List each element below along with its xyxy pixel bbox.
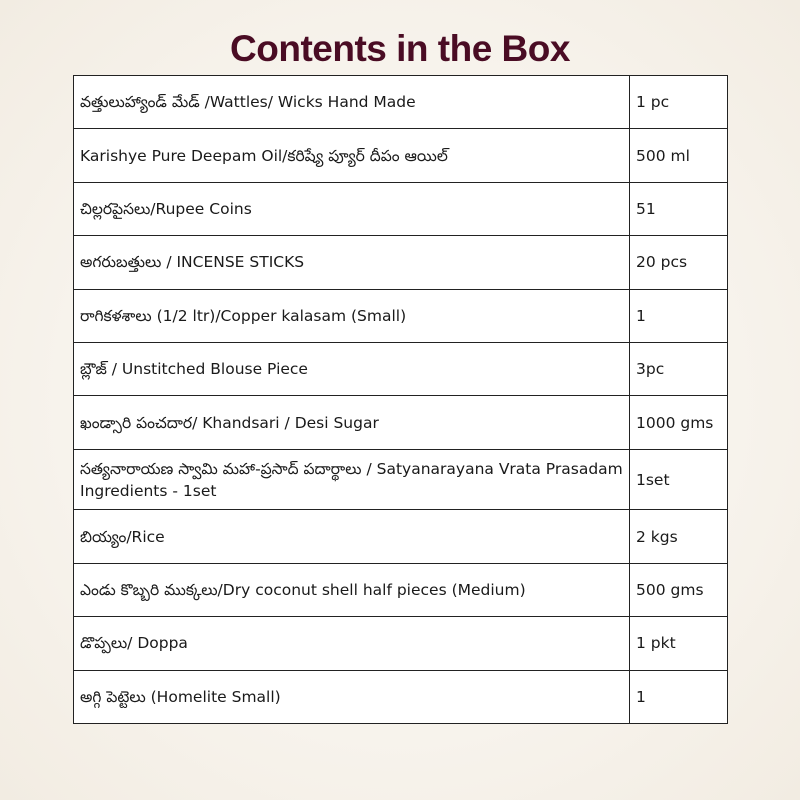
item-name: Karishye Pure Deepam Oil/కరిష్యే ప్యూర్ దీపం ఆయిల్ — [74, 129, 630, 182]
table-row — [74, 289, 728, 342]
item-quantity: 500 gms — [630, 563, 728, 616]
item-name: బ్లౌజ్ / Unstitched Blouse Piece — [74, 343, 630, 396]
item-name: ఎండు కొబ్బరి ముక్కలు/Dry coconut shell half pieces (Medium) — [74, 563, 630, 616]
table-row — [74, 236, 728, 289]
page-title: Contents in the Box — [230, 28, 570, 69]
table-row — [74, 563, 728, 616]
table-row — [74, 396, 728, 449]
item-name: డొప్పలు/ Doppa — [74, 617, 630, 670]
table-row — [74, 670, 728, 723]
item-name: అగ్గి పెట్టెలు (Homelite Small) — [74, 670, 630, 723]
table-row — [74, 510, 728, 563]
item-quantity: 2 kgs — [630, 510, 728, 563]
item-quantity: 1 pkt — [630, 617, 728, 670]
item-name: బియ్యం/Rice — [74, 510, 630, 563]
item-quantity: 51 — [630, 182, 728, 235]
item-name: రాగికళశాలు (1/2 ltr)/Copper kalasam (Small) — [74, 289, 630, 342]
contents-table — [73, 75, 728, 724]
table-row — [74, 343, 728, 396]
item-name: అగరుబత్తులు / INCENSE STICKS — [74, 236, 630, 289]
item-quantity: 20 pcs — [630, 236, 728, 289]
item-quantity: 1000 gms — [630, 396, 728, 449]
item-quantity: 1 — [630, 289, 728, 342]
table-row — [74, 449, 728, 509]
item-quantity: 1 — [630, 670, 728, 723]
item-name: ఖండ్సారి పంచదార/ Khandsari / Desi Sugar — [74, 396, 630, 449]
item-quantity: 1set — [630, 449, 728, 509]
table-row — [74, 617, 728, 670]
item-quantity: 3pc — [630, 343, 728, 396]
item-name: వత్తులుహ్యాండ్ మేడ్ /Wattles/ Wicks Hand Made — [74, 76, 630, 129]
item-name: సత్యనారాయణ స్వామి మహా-ప్రసాద్ పదార్థాలు / Satyanarayana Vrata Prasadam Ingredients - 1set — [74, 449, 630, 509]
item-quantity: 500 ml — [630, 129, 728, 182]
table-row — [74, 182, 728, 235]
item-name: చిల్లరపైసలు/Rupee Coins — [74, 182, 630, 235]
item-quantity: 1 pc — [630, 76, 728, 129]
table-row — [74, 76, 728, 129]
table-row — [74, 129, 728, 182]
